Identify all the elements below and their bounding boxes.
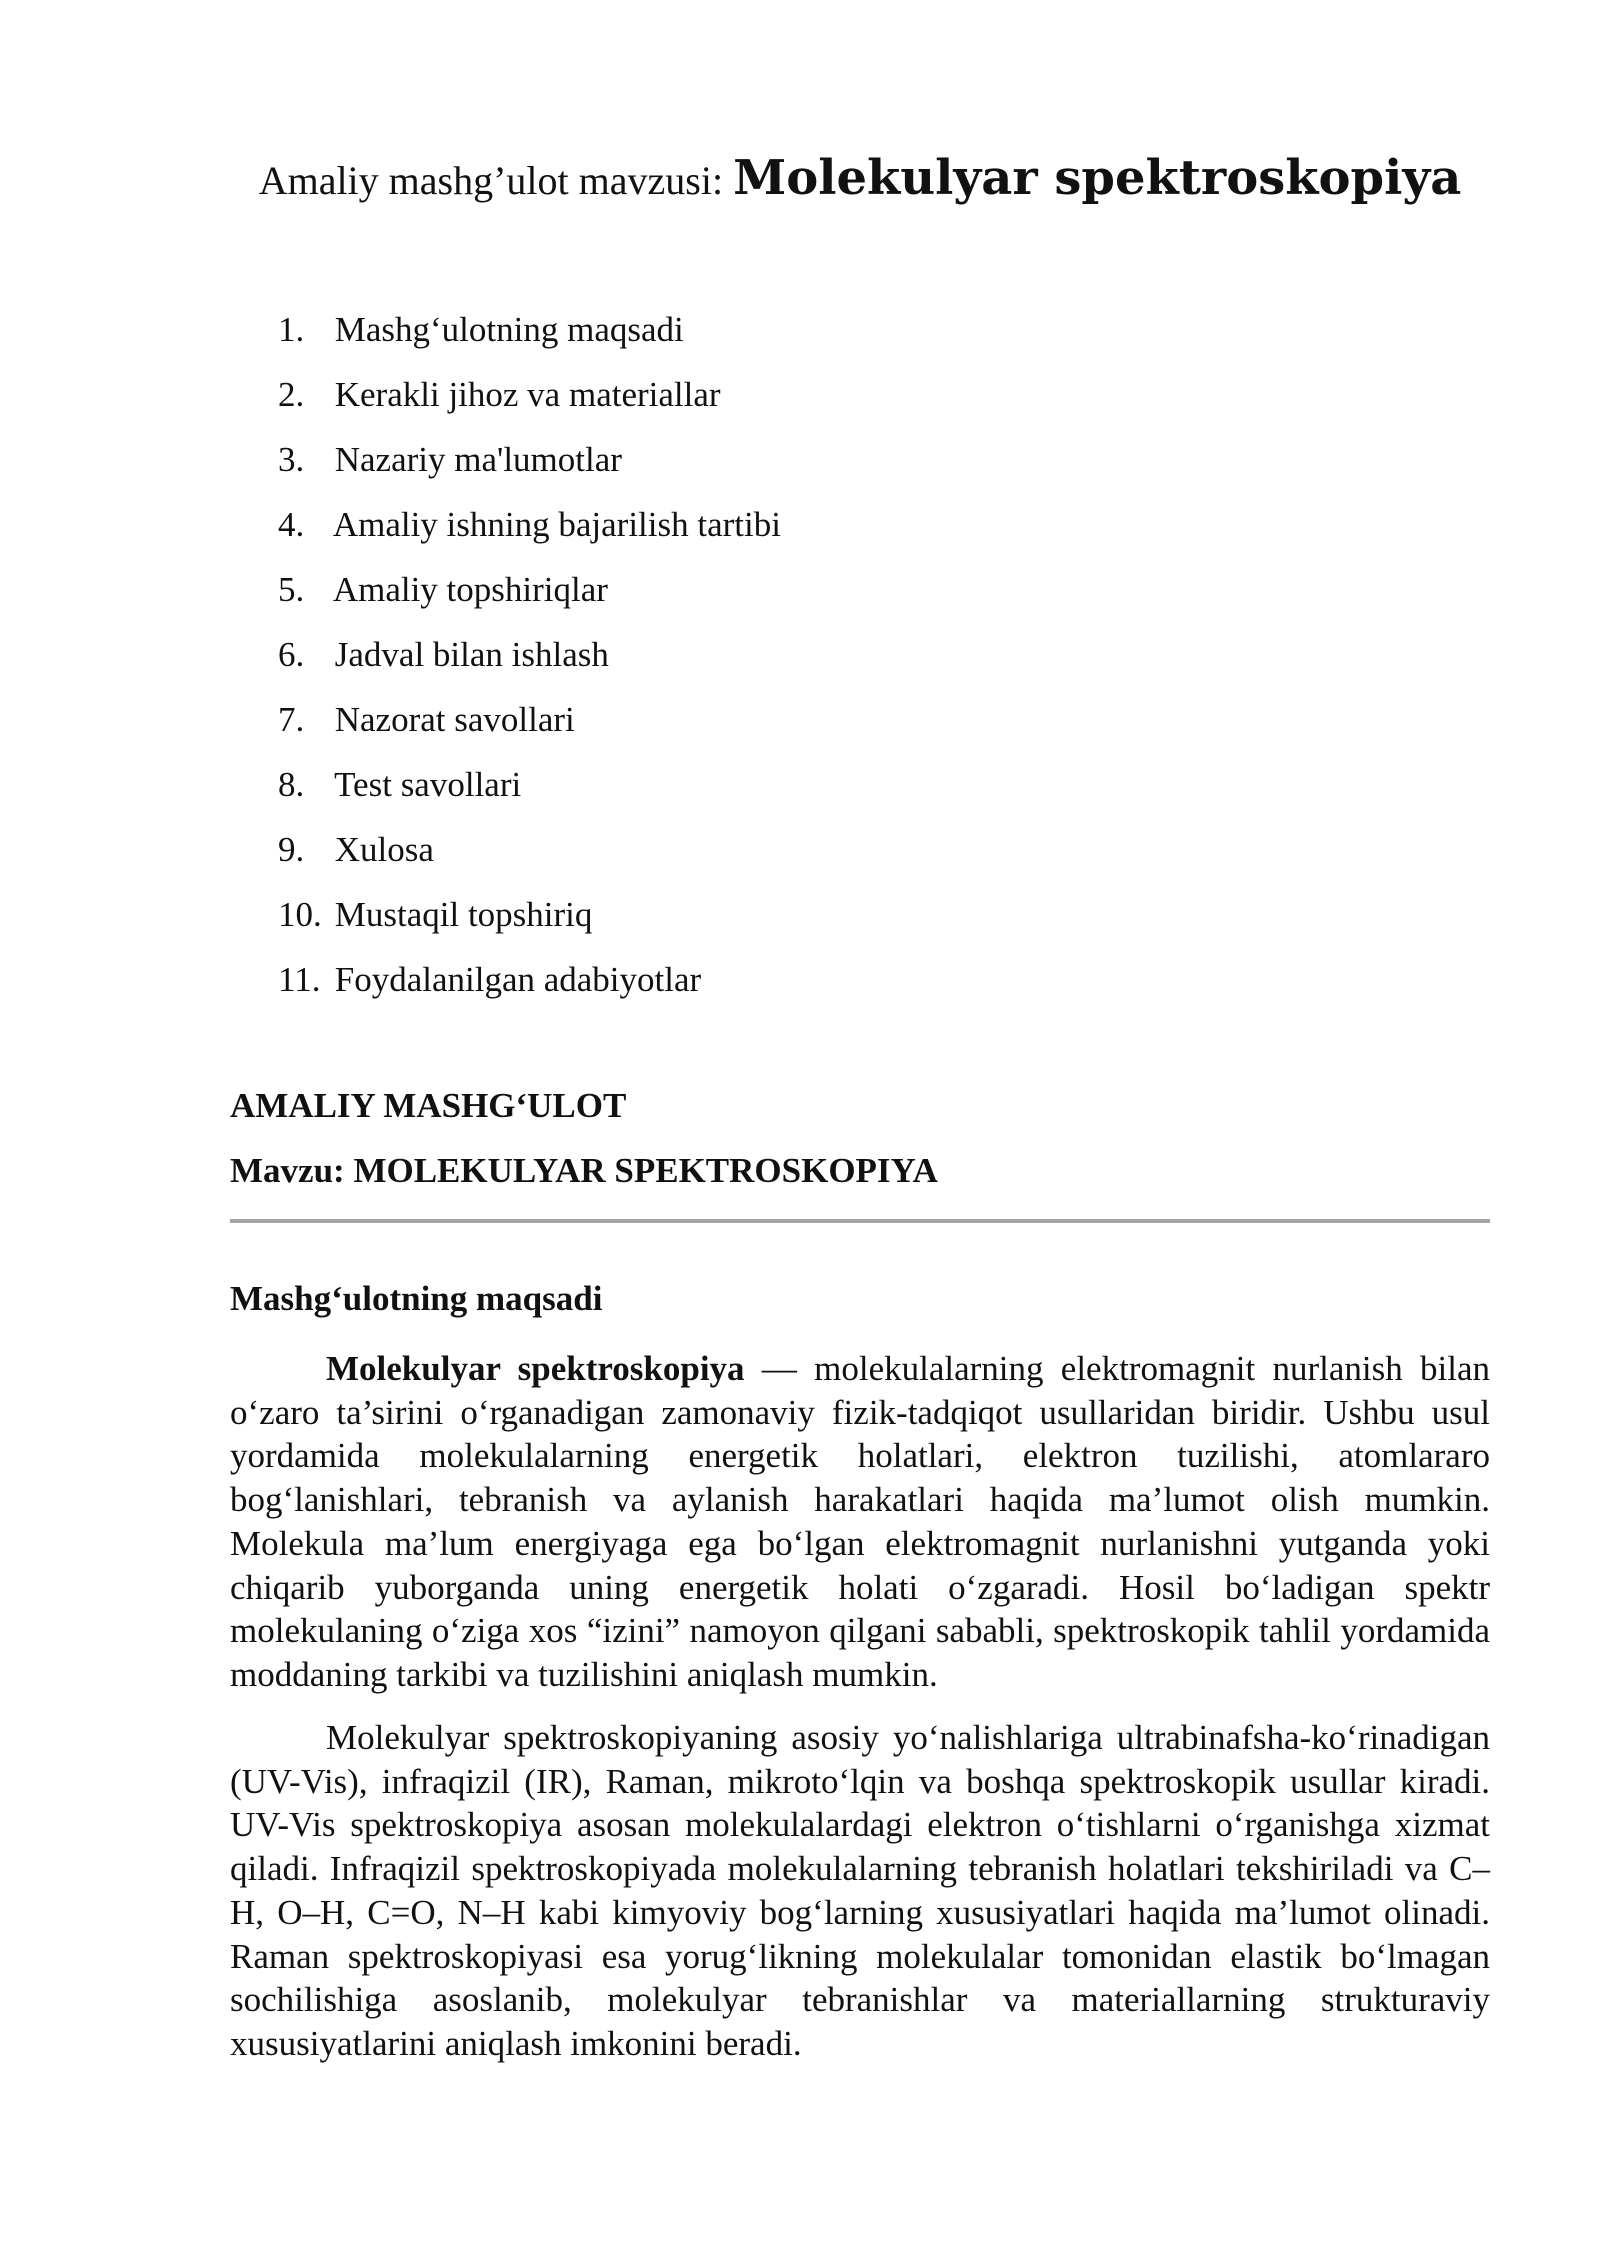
toc-item [278,825,781,890]
toc-number: 1. [278,310,305,349]
toc-label: Foydalanilgan adabiyotlar [334,960,702,999]
page-title [0,150,1600,206]
toc-item [278,435,781,500]
title-prefix: Amaliy mashg’ulot mavzusi: [258,158,734,203]
paragraph-1-term: Molekulyar spektroskopiya [326,1349,745,1388]
toc-item [278,630,781,695]
toc-number: 3. [278,440,305,479]
toc-label: Nazariy ma'lumotlar [334,440,622,479]
toc-number: 2. [278,375,305,414]
table-of-contents [278,305,781,1020]
toc-number: 4. [278,505,305,544]
toc-item [278,695,781,760]
toc-label: Amaliy topshiriqlar [332,570,608,609]
paragraph-1-text: — molekulalarning elektromagnit nurlanish bilan o‘zaro ta’sirini o‘rganadigan zamonaviy fizik-tadqiqot usullaridan biridir. Ushbu usul yordamida molekulalarning energetik holatlari, elektron tuzilishi, atomlararo bog‘lanishlari, tebranish va aylanish harakatlari haqida ma’lumot olish mumkin. Molekula ma’lum energiyaga ega bo‘lgan elektromagnit nurlanishni yutganda yoki chiqarib yuborganda uning energetik holati o‘zgaradi. Hosil bo‘ladigan spektr molekulaning o‘ziga xos “izini” namoyon qilgani sababli, spektroskopik tahlil yordamida moddaning tarkibi va tuzilishini aniqlash mumkin. [230,1349,1490,1694]
toc-number: 11. [278,960,321,999]
horizontal-divider [230,1219,1490,1223]
toc-label: Mustaqil topshiriq [334,895,593,934]
toc-item [278,565,781,630]
toc-number: 8. [278,765,305,804]
toc-label: Jadval bilan ishlash [334,635,609,674]
section-heading: AMALIY MASHG‘ULOT [230,1086,627,1125]
toc-label: Mashg‘ulotning maqsadi [334,310,684,349]
toc-item [278,955,781,1020]
toc-item [278,890,781,955]
toc-number: 6. [278,635,305,674]
paragraph-2: Molekulyar spektroskopiyaning asosiy yo‘nalishlariga ultrabinafsha-ko‘rinadigan (UV-Vis), infraqizil (IR), Raman, mikroto‘lqin va boshqa spektroskopik usullar kiradi. UV-Vis spektroskopiya asosan molekulalardagi elektron o‘tishlarni o‘rganishga xizmat qiladi. Infraqizil spektroskopiyada molekulalarning tebranish holatlari tekshiriladi va C–H, O–H, C=O, N–H kabi kimyoviy bog‘larning xususiyatlari haqida ma’lumot olinadi. Raman spektroskopiyasi esa yorug‘likning molekulalar tomonidan elastik bo‘lmagan sochilishiga asoslanib, molekulyar tebranishlar va materiallarning strukturaviy xususiyatlarini aniqlash imkonini beradi. [230,1718,1490,2063]
toc-number: 10. [278,895,322,934]
toc-label: Nazorat savollari [334,700,575,739]
toc-label: Test savollari [334,765,522,804]
title-main: Molekulyar spektroskopiya [733,150,1462,206]
topic-heading: Mavzu: MOLEKULYAR SPEKTROSKOPIYA [230,1151,938,1190]
toc-number: 5. [278,570,305,609]
goal-heading: Mashg‘ulotning maqsadi [230,1279,603,1318]
toc-label: Xulosa [334,830,434,869]
toc-item [278,305,781,370]
toc-item [278,500,781,565]
toc-item [278,760,781,825]
toc-label: Amaliy ishning bajarilish tartibi [332,505,781,544]
toc-item [278,370,781,435]
paragraph-1 [230,1347,1490,1697]
toc-label: Kerakli jihoz va materiallar [334,375,721,414]
toc-number: 7. [278,700,305,739]
toc-number: 9. [278,830,305,869]
